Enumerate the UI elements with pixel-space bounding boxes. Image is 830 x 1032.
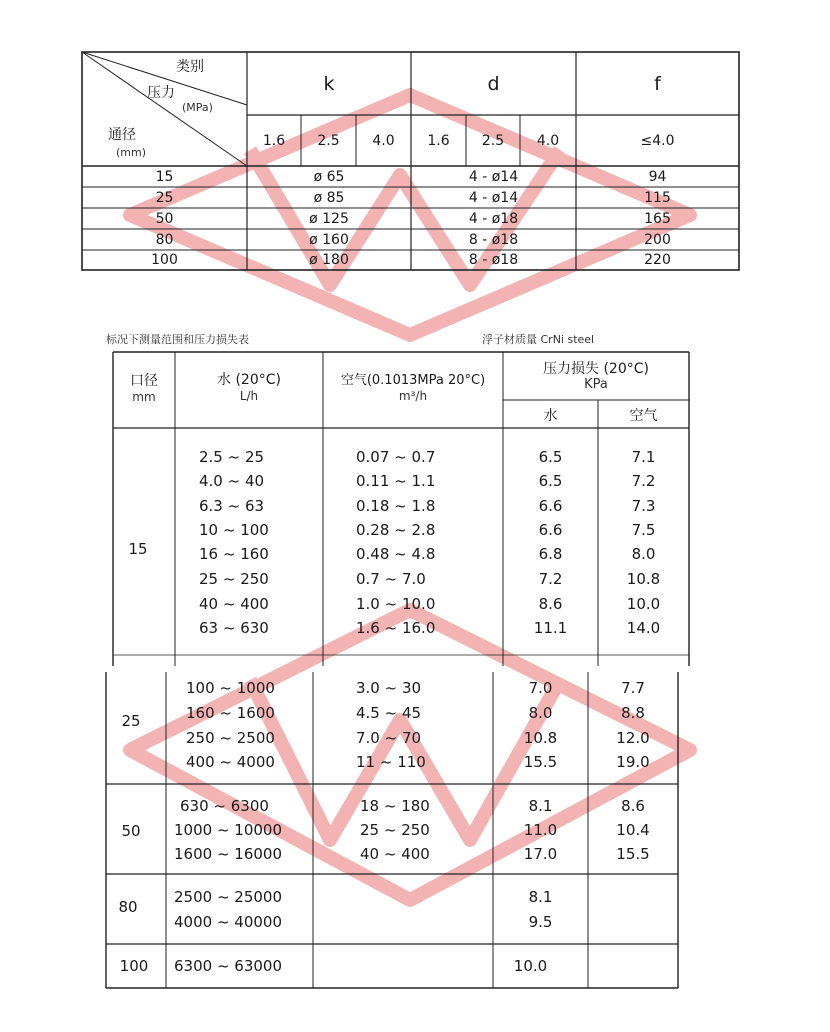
- group-dn: 25: [121, 712, 141, 730]
- loss-water: 8.6: [538, 595, 563, 613]
- header-bore-unit: mm: [132, 390, 156, 404]
- group-dn: 50: [121, 822, 141, 840]
- group-dn: 15: [128, 540, 148, 558]
- loss-water: 9.5: [528, 913, 553, 931]
- header-water-unit: L/h: [239, 389, 259, 403]
- air-range: 3.0 ~ 30: [356, 679, 422, 697]
- header-water: 水 (20°C): [217, 372, 281, 388]
- header-air-unit: m³/h: [398, 389, 428, 403]
- loss-water: 17.0: [523, 845, 558, 863]
- water-range: 4000 ~ 40000: [174, 913, 282, 931]
- table-row-f: 220: [644, 252, 671, 268]
- table-row-f: 115: [644, 190, 671, 206]
- water-range: 4.0 ~ 40: [199, 472, 265, 490]
- loss-water: 15.5: [523, 753, 558, 771]
- loss-water: 11.0: [523, 821, 558, 839]
- loss-air: 7.7: [621, 679, 645, 697]
- table-row-k: ø 65: [313, 169, 345, 185]
- pressure-header: 1.6: [427, 133, 450, 149]
- group-dn: 80: [118, 898, 138, 916]
- loss-water: 6.5: [538, 472, 563, 490]
- air-range: 0.7 ~ 7.0: [356, 570, 426, 588]
- loss-air: 10.0: [626, 595, 661, 613]
- loss-water: 7.2: [538, 570, 563, 588]
- loss-water: 6.8: [538, 545, 563, 563]
- corner-diameter-unit: (mm): [116, 146, 147, 159]
- air-range: 0.07 ~ 0.7: [356, 448, 436, 466]
- water-range: 63 ~ 630: [199, 619, 269, 637]
- caption-right: 浮子材质量 CrNi steel: [482, 333, 595, 346]
- loss-water: 6.5: [538, 448, 563, 466]
- water-range: 16 ~ 160: [199, 545, 269, 563]
- header-bore: 口径: [130, 373, 158, 389]
- table-row-d: 4 - ø14: [468, 169, 519, 185]
- loss-air: 15.5: [616, 845, 650, 863]
- pressure-header: 2.5: [317, 133, 340, 149]
- table-row-k: ø 125: [309, 211, 349, 227]
- header-loss-air: 空气: [629, 408, 658, 424]
- air-range: 0.11 ~ 1.1: [356, 472, 436, 490]
- corner-pressure-label: 压力: [147, 85, 175, 101]
- loss-air: 12.0: [616, 729, 650, 747]
- loss-air: 7.3: [631, 497, 656, 515]
- table-row-d: 4 - ø14: [468, 190, 519, 206]
- corner-category-label: 类别: [176, 59, 204, 75]
- water-range: 6300 ~ 63000: [174, 957, 282, 975]
- loss-water: 6.6: [538, 497, 563, 515]
- air-range: 0.18 ~ 1.8: [356, 497, 436, 515]
- table-row-dn: 50: [155, 211, 174, 227]
- corner-pressure-unit: (MPa): [182, 101, 213, 114]
- air-range: 1.0 ~ 10.0: [356, 595, 436, 613]
- table-row-dn: 25: [155, 190, 174, 206]
- loss-air: 7.1: [631, 448, 656, 466]
- water-range: 1000 ~ 10000: [174, 821, 282, 839]
- air-range: 7.0 ~ 70: [356, 729, 422, 747]
- pressure-header: 2.5: [481, 133, 505, 149]
- loss-air: 7.2: [631, 472, 656, 490]
- table-row-k: ø 160: [309, 232, 349, 248]
- loss-water: 7.0: [528, 679, 553, 697]
- table-row-f: 165: [644, 211, 671, 227]
- loss-air: 10.4: [616, 821, 650, 839]
- pressure-header: 4.0: [372, 133, 395, 149]
- loss-air: 14.0: [626, 619, 661, 637]
- pressure-header: 1.6: [262, 133, 286, 149]
- loss-water: 8.1: [528, 797, 553, 815]
- air-range: 11 ~ 110: [356, 753, 426, 771]
- loss-air: 8.8: [621, 704, 645, 722]
- water-range: 400 ~ 4000: [186, 753, 275, 771]
- caption-left: 标况下测量范围和压力损失表: [106, 333, 249, 346]
- water-range: 6.3 ~ 63: [199, 497, 265, 515]
- loss-water: 8.0: [528, 704, 553, 722]
- loss-water: 10.0: [513, 957, 548, 975]
- water-range: 40 ~ 400: [199, 595, 269, 613]
- table-row-d: 8 - ø18: [468, 232, 519, 248]
- pressure-header: 4.0: [536, 133, 560, 149]
- group-header-f: f: [654, 73, 661, 95]
- corner-diameter-label: 通径: [108, 127, 136, 143]
- table-row-d: 4 - ø18: [468, 211, 519, 227]
- air-range: 18 ~ 180: [360, 797, 430, 815]
- group-header-k: k: [323, 73, 335, 95]
- table-row-dn: 15: [155, 169, 174, 185]
- water-range: 2.5 ~ 25: [199, 448, 265, 466]
- loss-air: 19.0: [616, 753, 650, 771]
- air-range: 1.6 ~ 16.0: [356, 619, 436, 637]
- water-range: 1600 ~ 16000: [174, 845, 282, 863]
- table-row-dn: 100: [151, 252, 178, 268]
- air-range: 25 ~ 250: [360, 821, 430, 839]
- water-range: 100 ~ 1000: [186, 679, 275, 697]
- water-range: 10 ~ 100: [199, 521, 269, 539]
- air-range: 40 ~ 400: [360, 845, 430, 863]
- water-range: 630 ~ 6300: [180, 797, 269, 815]
- loss-air: 8.0: [631, 545, 656, 563]
- header-loss-water: 水: [543, 408, 558, 424]
- pressure-header: ≤4.0: [640, 133, 675, 149]
- loss-water: 11.1: [533, 619, 568, 637]
- water-range: 250 ~ 2500: [186, 729, 275, 747]
- table-row-f: 200: [644, 232, 671, 248]
- water-range: 160 ~ 1600: [186, 704, 275, 722]
- header-pressure-loss: 压力损失 (20°C): [543, 361, 649, 377]
- loss-water: 8.1: [528, 888, 553, 906]
- air-range: 4.5 ~ 45: [356, 704, 422, 722]
- loss-water: 6.6: [538, 521, 563, 539]
- loss-air: 8.6: [621, 797, 645, 815]
- header-air: 空气(0.1013MPa 20°C): [340, 373, 486, 388]
- group-header-d: d: [487, 73, 500, 95]
- table-row-f: 94: [648, 169, 667, 185]
- water-range: 2500 ~ 25000: [174, 888, 282, 906]
- table-row-k: ø 180: [309, 252, 349, 268]
- loss-air: 10.8: [626, 570, 661, 588]
- header-pressure-loss-unit: KPa: [584, 377, 608, 392]
- air-range: 0.48 ~ 4.8: [356, 545, 436, 563]
- water-range: 25 ~ 250: [199, 570, 269, 588]
- table-row-k: ø 85: [313, 190, 345, 206]
- group-dn: 100: [119, 957, 149, 975]
- table-row-dn: 80: [155, 232, 174, 248]
- table-row-d: 8 - ø18: [468, 252, 519, 268]
- air-range: 0.28 ~ 2.8: [356, 521, 436, 539]
- loss-water: 10.8: [523, 729, 558, 747]
- loss-air: 7.5: [631, 521, 656, 539]
